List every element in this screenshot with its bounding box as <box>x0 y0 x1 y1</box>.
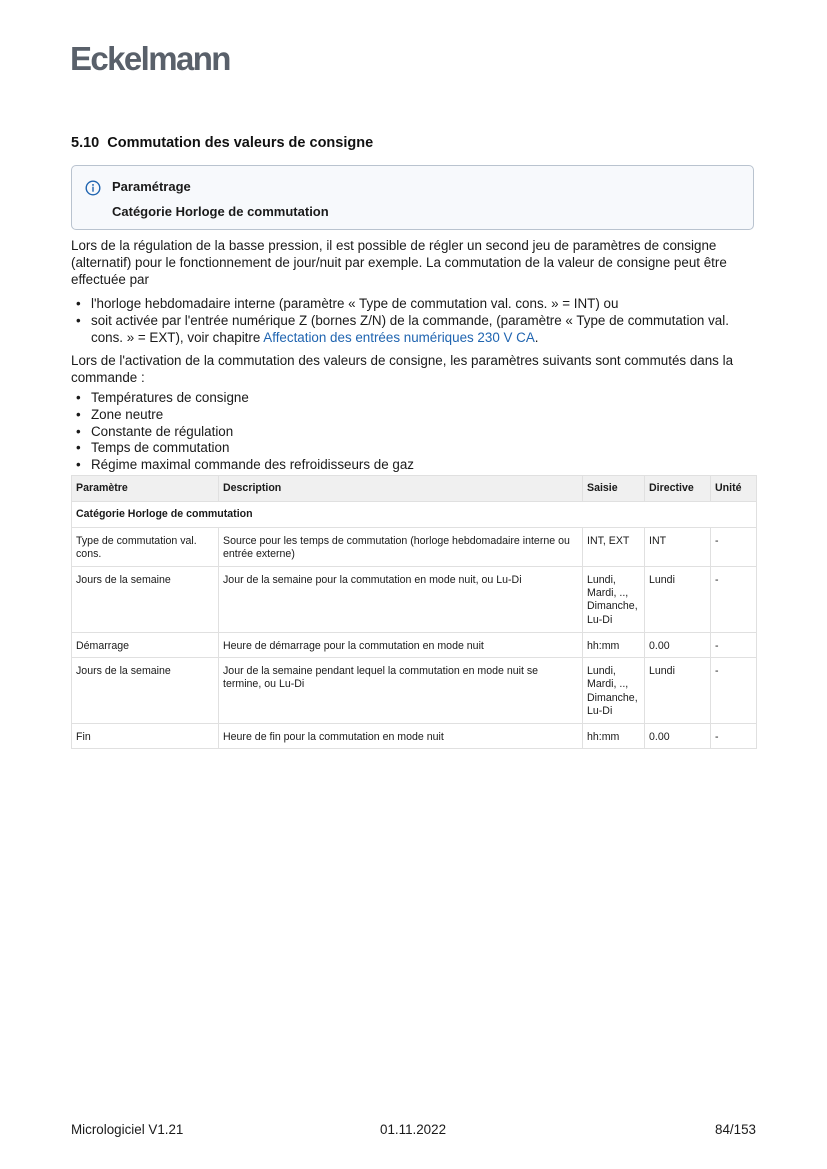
cell-description: Jour de la semaine pour la commutation en mode nuit, ou Lu-Di <box>219 567 583 633</box>
cell-unite: - <box>711 658 757 724</box>
header-directive: Directive <box>645 476 711 502</box>
cell-unite: - <box>711 528 757 567</box>
section-heading <box>71 135 373 151</box>
intro-bullet-list <box>71 296 761 346</box>
table-row <box>72 658 757 724</box>
table-row <box>72 633 757 658</box>
cell-unite: - <box>711 567 757 633</box>
cell-unite: - <box>711 724 757 749</box>
list-item: • Températures de consigne <box>76 390 249 405</box>
section-number: 5.10 <box>71 135 100 151</box>
table-category-row <box>72 502 757 528</box>
company-logo: Eckelmann <box>70 40 230 77</box>
cell-description: Heure de fin pour la commutation en mode nuit <box>219 724 583 749</box>
list-item: • Constante de régulation <box>76 423 234 439</box>
intro-paragraph: Lors de la régulation de la basse pression, il est possible de régler un second jeu de paramètres de consigne (alternatif) pour le fonctionnement de jour/nuit par exemple. La commutation de la valeur de consigne peut être effectuée par <box>71 238 727 287</box>
chapter-link[interactable]: Affectation des entrées numériques 230 V CA <box>263 329 535 345</box>
cell-saisie: INT, EXT <box>583 528 645 567</box>
cell-param: Démarrage <box>72 633 219 658</box>
table-row <box>72 567 757 633</box>
activation-bullet-list <box>71 390 761 474</box>
cell-param: Jours de la semaine <box>72 567 219 633</box>
cell-saisie: Lundi, Mardi, .., Dimanche, Lu-Di <box>583 658 645 724</box>
info-box <box>71 165 754 230</box>
table-row <box>72 724 757 749</box>
header-parametre: Paramètre <box>72 476 219 502</box>
cell-description: Jour de la semaine pendant lequel la commutation en mode nuit se termine, ou Lu-Di <box>219 658 583 724</box>
category-cell: Catégorie Horloge de commutation <box>72 502 757 528</box>
footer-version: Micrologiciel V1.21 <box>71 1122 184 1137</box>
cell-unite: - <box>711 633 757 658</box>
footer-page-number: 84/153 <box>715 1122 756 1137</box>
cell-directive: Lundi <box>645 658 711 724</box>
cell-directive: Lundi <box>645 567 711 633</box>
cell-description: Heure de démarrage pour la commutation en mode nuit <box>219 633 583 658</box>
activation-paragraph: Lors de l'activation de la commutation des valeurs de consigne, les paramètres suivants sont commutés dans la commande : <box>71 353 734 385</box>
list-item: • Temps de commutation <box>76 440 230 456</box>
list-item: • l'horloge hebdomadaire interne (paramètre « Type de commutation val. cons. » = INT) ou <box>76 296 619 311</box>
list-item: • soit activée par l'entrée numérique Z (bornes Z/N) de la commande, (paramètre « Type de commutation val. cons. » = EXT), voir chapitre Affectation des entrées numériques 230 V CA. <box>76 312 729 345</box>
table-header-row <box>72 476 757 502</box>
footer-date: 01.11.2022 <box>380 1122 447 1137</box>
cell-directive: 0.00 <box>645 633 711 658</box>
header-unite: Unité <box>711 476 757 502</box>
header-description: Description <box>219 476 583 502</box>
cell-saisie: Lundi, Mardi, .., Dimanche, Lu-Di <box>583 567 645 633</box>
cell-saisie: hh:mm <box>583 724 645 749</box>
cell-description: Source pour les temps de commutation (horloge hebdomadaire interne ou entrée externe) <box>219 528 583 567</box>
header-saisie: Saisie <box>583 476 645 502</box>
info-box-subtitle: Catégorie Horloge de commutation <box>112 204 329 219</box>
cell-saisie: hh:mm <box>583 633 645 658</box>
table-row <box>72 528 757 567</box>
list-item: • Régime maximal commande des refroidisseurs de gaz <box>76 457 414 473</box>
cell-directive: INT <box>645 528 711 567</box>
cell-param: Type de commutation val. cons. <box>72 528 219 567</box>
cell-param: Jours de la semaine <box>72 658 219 724</box>
info-box-title: Paramétrage <box>112 179 191 194</box>
section-title: Commutation des valeurs de consigne <box>107 135 374 151</box>
info-icon <box>85 180 101 196</box>
parameter-table <box>71 475 757 749</box>
cell-directive: 0.00 <box>645 724 711 749</box>
cell-param: Fin <box>72 724 219 749</box>
list-item: • Zone neutre <box>76 406 164 422</box>
